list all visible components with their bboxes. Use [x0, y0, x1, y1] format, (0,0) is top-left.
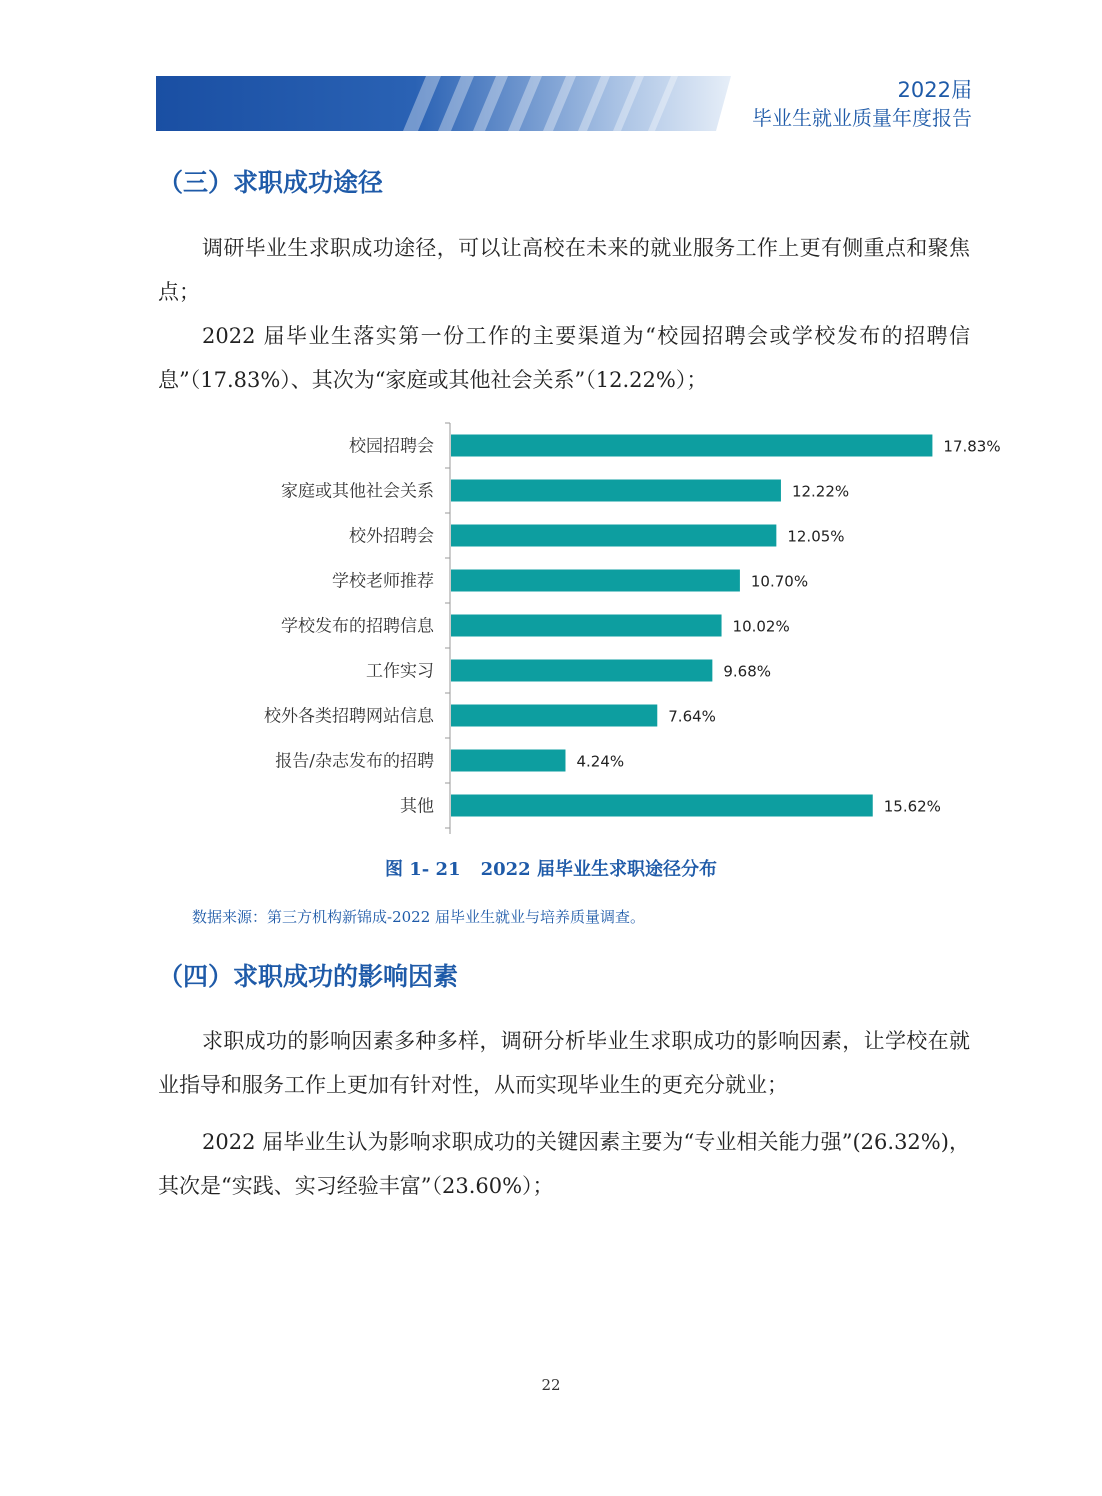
value-label: 9.68% [723, 662, 772, 681]
value-label: 12.22% [791, 482, 850, 501]
report-name: 毕业生就业质量年度报告 [752, 106, 972, 130]
page-number: 22 [541, 1376, 561, 1394]
paragraph: 2022 届毕业生落实第一份工作的主要渠道为“校园招聘会或学校发布的招聘信息”（17.83%）、其次为“家庭或其他社会关系”（12.22%）； [158, 324, 970, 392]
category-label: 报告/杂志发布的招聘 [275, 751, 434, 772]
bar [451, 660, 712, 682]
bar [451, 570, 740, 592]
category-label: 学校老师推荐 [332, 571, 434, 592]
figure-title: 2022 届毕业生求职途径分布 [480, 859, 717, 880]
data-source-note: 数据来源：第三方机构新锦成-2022 届毕业生就业与培养质量调查。 [192, 908, 646, 926]
value-label: 12.05% [787, 527, 845, 546]
bar [451, 435, 932, 457]
value-label: 4.24% [576, 752, 625, 771]
category-label: 校外各类招聘网站信息 [264, 706, 434, 727]
chart-svg [200, 415, 1001, 835]
job-channel-bar-chart [200, 415, 1001, 835]
figure-number: 图 1- 21 [385, 859, 461, 880]
header-banner [156, 76, 736, 131]
category-label: 其他 [400, 796, 434, 817]
report-year: 2022届 [897, 78, 972, 102]
bar [451, 750, 565, 772]
category-label: 校外招聘会 [349, 526, 434, 547]
value-label: 15.62% [883, 797, 941, 816]
category-label: 工作实习 [366, 661, 434, 682]
section-heading-success-factors: （四）求职成功的影响因素 [158, 962, 459, 991]
banner-graphic [156, 76, 736, 131]
bar [451, 615, 722, 637]
bar [451, 480, 781, 502]
category-label: 家庭或其他社会关系 [281, 481, 434, 502]
value-label: 17.83% [943, 437, 1001, 456]
paragraph: 求职成功的影响因素多种多样，调研分析毕业生求职成功的影响因素，让学校在就业指导和服务工作上更加有针对性，从而实现毕业生的更充分就业； [158, 1029, 970, 1097]
paragraph: 调研毕业生求职成功途径，可以让高校在未来的就业服务工作上更有侧重点和聚焦点； [158, 236, 970, 304]
value-label: 10.02% [732, 617, 790, 636]
section-heading-job-channels: （三）求职成功途径 [158, 168, 384, 197]
value-label: 10.70% [750, 572, 809, 591]
figure-caption [0, 855, 1102, 881]
bar [451, 705, 657, 727]
bar [451, 525, 776, 547]
bar [451, 795, 873, 817]
category-label: 校园招聘会 [349, 436, 434, 457]
report-title [752, 76, 972, 132]
category-label: 学校发布的招聘信息 [281, 616, 434, 637]
value-label: 7.64% [668, 707, 716, 726]
paragraph: 2022 届毕业生认为影响求职成功的关键因素主要为“专业相关能力强”(26.32%)，其次是“实践、实习经验丰富”（23.60%）； [158, 1130, 970, 1198]
